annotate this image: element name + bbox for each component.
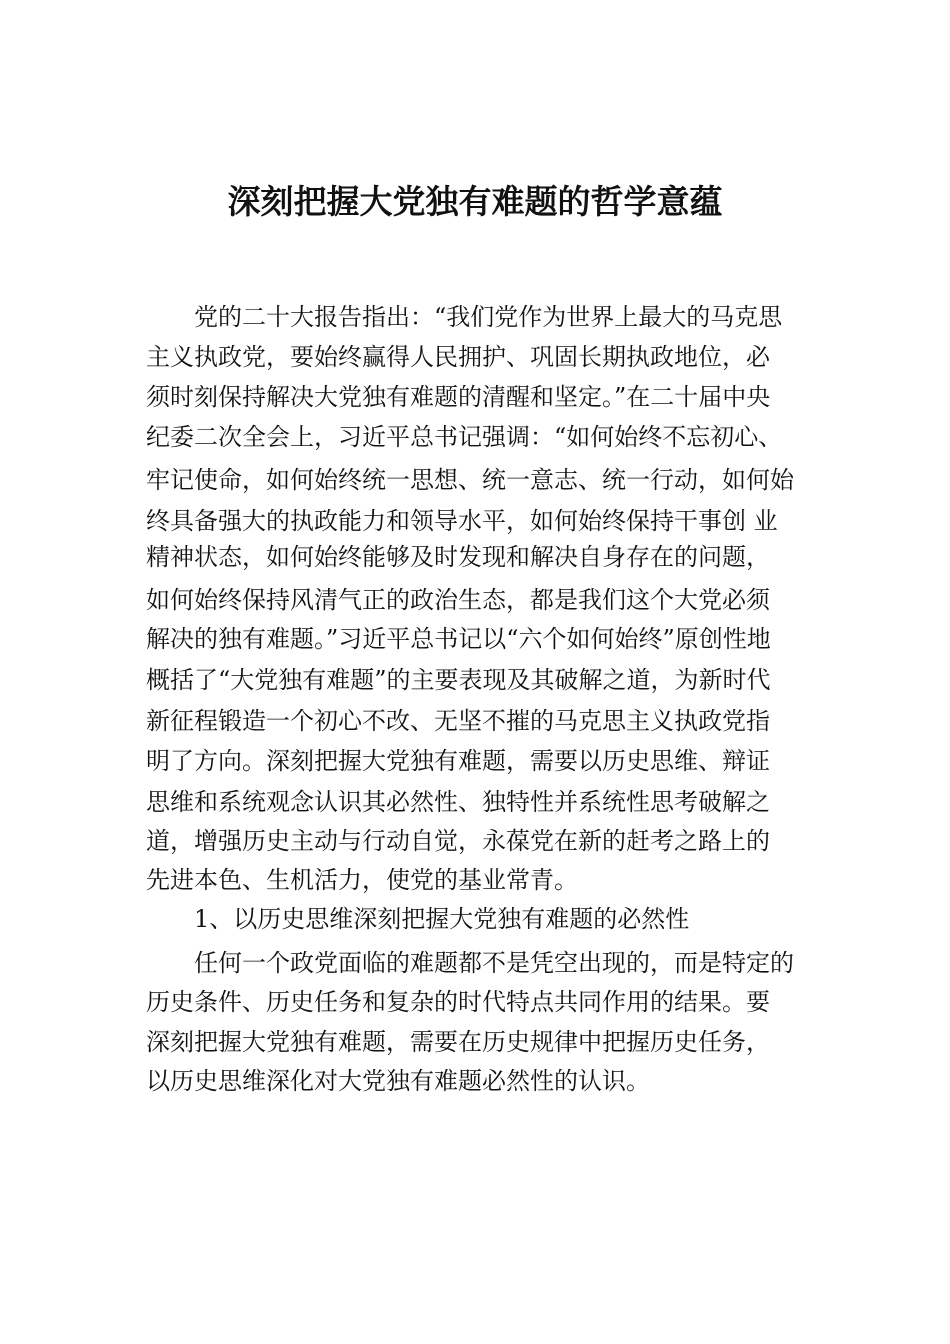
paragraph-line: 以历史思维深化对大党独有难题必然性的认识。 (146, 1067, 650, 1095)
paragraph-line: 道，增强历史主动与行动自觉，永葆党在新的赶考之路上的 (146, 827, 770, 855)
paragraph-line: 牢记使命，如何始终统一思想、统一意志、统一行动，如何始 (146, 466, 794, 494)
paragraph-line: 党的二十大报告指出：“我们党作为世界上最大的马克思 (194, 303, 783, 331)
paragraph-line: 主义执政党，要始终赢得人民拥护、巩固长期执政地位，必 (146, 343, 770, 371)
paragraph-line: 历史条件、历史任务和复杂的时代特点共同作用的结果。要 (146, 988, 770, 1016)
paragraph-line: 精神状态，如何始终能够及时发现和解决自身存在的问题， (146, 543, 770, 571)
document-title: 深刻把握大党独有难题的哲学意蕴 (227, 182, 723, 221)
section-heading: 1、以历史思维深刻把握大党独有难题的必然性 (194, 905, 690, 933)
paragraph-line: 须时刻保持解决大党独有难题的清醒和坚定。”在二十届中央 (146, 383, 771, 411)
paragraph-line: 明了方向。深刻把握大党独有难题，需要以历史思维、辩证 (146, 747, 770, 775)
paragraph-line: 如何始终保持风清气正的政治生态，都是我们这个大党必须 (146, 586, 770, 614)
paragraph-line: 终具备强大的执政能力和领导水平，如何始终保持干事创 业 (146, 507, 778, 535)
paragraph-line: 深刻把握大党独有难题，需要在历史规律中把握历史任务， (146, 1028, 770, 1056)
paragraph-line: 解决的独有难题。”习近平总书记以“六个如何始终”原创性地 (146, 625, 771, 653)
paragraph-line: 思维和系统观念认识其必然性、独特性并系统性思考破解之 (146, 788, 770, 816)
paragraph-line: 新征程锻造一个初心不改、无坚不摧的马克思主义执政党指 (146, 707, 770, 735)
paragraph-line: 概括了“大党独有难题”的主要表现及其破解之道，为新时代 (146, 666, 771, 694)
paragraph-line: 纪委二次全会上，习近平总书记强调：“如何始终不忘初心、 (146, 423, 783, 451)
paragraph-line: 任何一个政党面临的难题都不是凭空出现的，而是特定的 (194, 949, 794, 977)
paragraph-line: 先进本色、生机活力，使党的基业常青。 (146, 866, 578, 894)
